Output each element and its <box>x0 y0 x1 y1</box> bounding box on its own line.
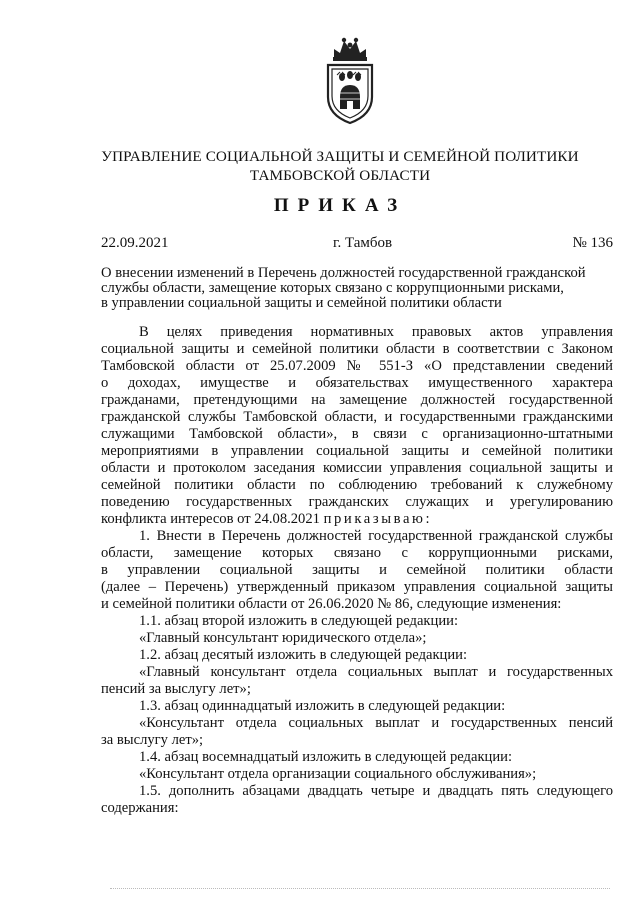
body-line: социальной защиты и семейной политики области в соответствии с Законом <box>101 341 613 357</box>
list-item: 1. Внести в Перечень должностей государственной гражданской службы <box>139 528 613 544</box>
order-word: приказываю: <box>323 511 433 527</box>
body-line: области и протоколом заседания комиссии управления социальной защиты и <box>101 460 613 476</box>
body-line: В целях приведения нормативных правовых актов управления <box>139 324 613 340</box>
document-subject <box>101 266 613 311</box>
coat-of-arms-emblem <box>322 35 378 125</box>
body-line: семейной политики области по соблюдению требований к служебному <box>101 477 613 493</box>
body-line-order <box>101 511 613 528</box>
document-type-title: ПРИКАЗ <box>273 195 407 216</box>
subject-line: О внесении изменений в Перечень должностей государственной гражданской <box>101 265 586 281</box>
list-item: «Консультант отдела организации социального обслуживания»; <box>139 766 537 782</box>
body-line: Тамбовской области от 25.07.2009 № 551-З «О представлении сведений <box>101 358 613 374</box>
body-line: о доходах, имуществе и обязательствах имущественного характера <box>101 375 613 391</box>
list-item: пенсий за выслугу лет»; <box>101 681 251 697</box>
list-item: «Главный консультант юридического отдела»; <box>139 630 427 646</box>
subject-line: в управлении социальной защиты и семейной политики области <box>101 295 502 311</box>
document-date: 22.09.2021 <box>101 235 169 251</box>
document-body <box>101 324 613 817</box>
agency-name-line1: УПРАВЛЕНИЕ СОЦИАЛЬНОЙ ЗАЩИТЫ И СЕМЕЙНОЙ ПОЛИТИКИ <box>101 148 579 165</box>
list-item: 1.5. дополнить абзацами двадцать четыре и двадцать пять следующего <box>139 783 613 799</box>
document-number: № 136 <box>572 235 613 251</box>
list-item: 1.2. абзац десятый изложить в следующей редакции: <box>139 647 468 663</box>
body-line: служащими Тамбовской области», в связи с организационно-штатными <box>101 426 613 442</box>
scan-artifact-line <box>110 888 610 889</box>
list-item: содержания: <box>101 800 179 816</box>
body-line: гражданской службы Тамбовской области, и государственными гражданскими <box>101 409 613 425</box>
subject-line: службы области, замещение которых связано с коррупционными рисками, <box>101 280 564 296</box>
list-item: «Главный консультант отдела социальных выплат и государственных <box>139 664 613 680</box>
list-item: и семейной политики области от 26.06.2020 № 86, следующие изменения: <box>101 596 562 612</box>
list-item: (далее – Перечень) утвержденный приказом управления социальной защиты <box>101 579 613 595</box>
list-item: 1.4. абзац восемнадцатый изложить в следующей редакции: <box>139 749 513 765</box>
list-item: 1.3. абзац одиннадцатый изложить в следующей редакции: <box>139 698 506 714</box>
document-city: г. Тамбов <box>333 235 393 251</box>
body-line: мероприятиями в управлении социальной защиты и семейной политики <box>101 443 613 459</box>
agency-name-line2: ТАМБОВСКОЙ ОБЛАСТИ <box>249 167 431 184</box>
list-item: области, замещение которых связано с коррупционными рисками, <box>101 545 613 561</box>
body-line-text: конфликта интересов от 24.08.2021 <box>101 511 324 527</box>
body-line: гражданами, претендующими на замещение должностей государственной <box>101 392 613 408</box>
list-item: в управлении социальной защиты и семейной политики области <box>101 562 613 578</box>
list-item: «Консультант отдела социальных выплат и государственных пенсий <box>139 715 613 731</box>
list-item: 1.1. абзац второй изложить в следующей редакции: <box>139 613 459 629</box>
list-item: за выслугу лет»; <box>101 732 204 748</box>
body-line: поведению государственных гражданских служащих и урегулированию <box>101 494 613 510</box>
